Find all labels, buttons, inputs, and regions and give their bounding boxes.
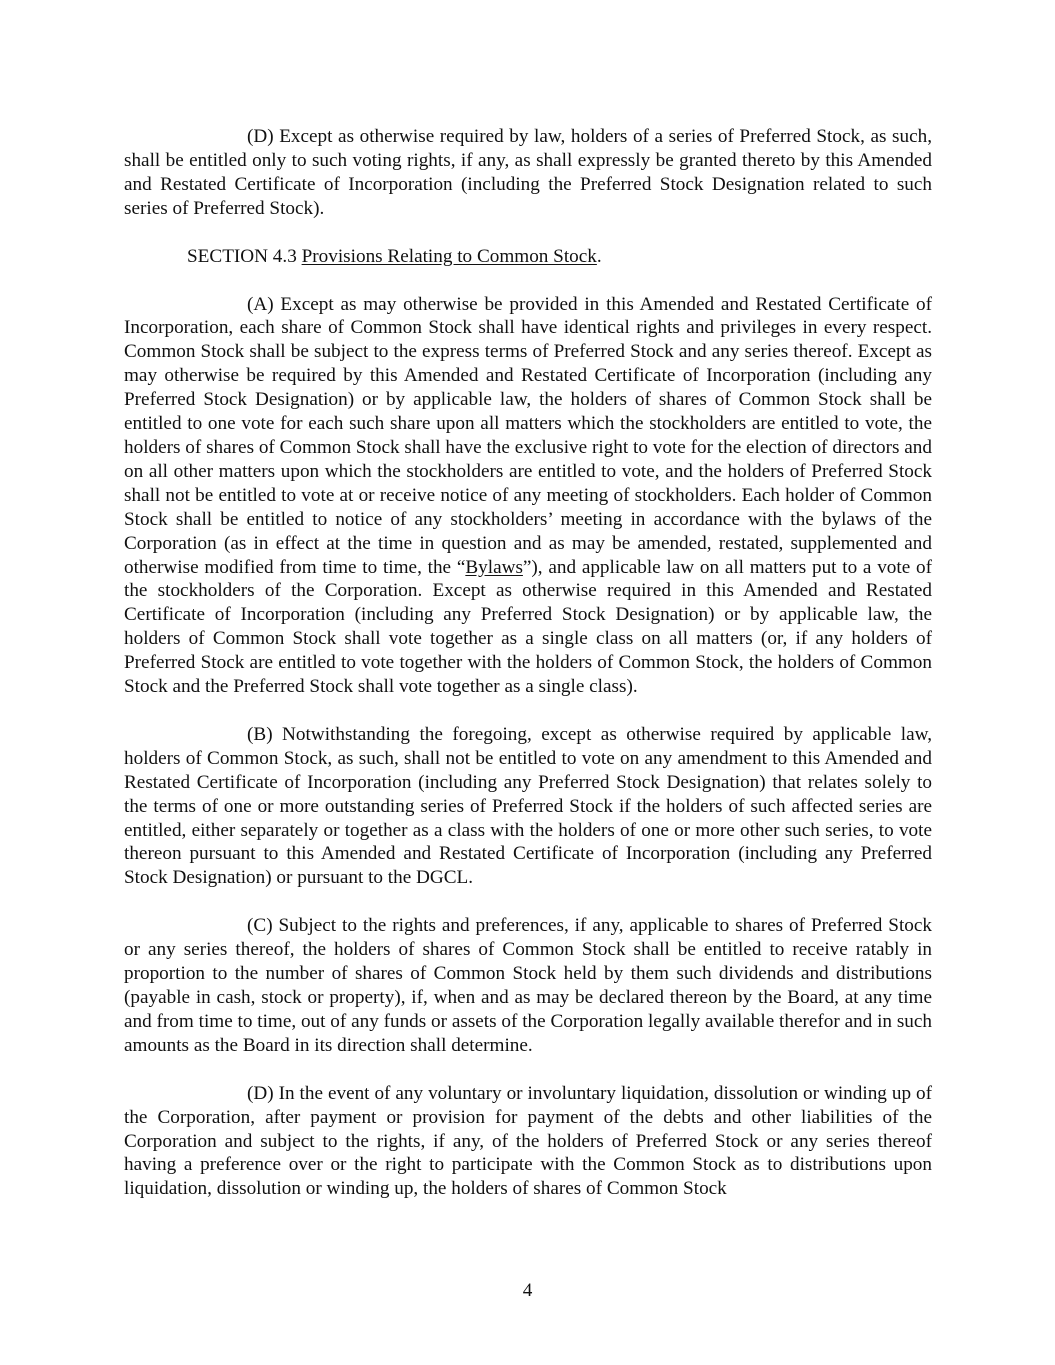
paragraph-a-text-start: (A) Except as may otherwise be provided in this Amended and Restated Certificate of Incorporation, each share of Common Stock shall have identical rights and privileges in every respect. Common Stock shall be subject to the express terms of Preferred Stock and any series thereof. Except as may otherwise be required by this Amended and Restated Certificate of Incorporation (including any Preferred Stock Designation) or by applicable law, the holders of shares of Common Stock shall be entitled to one vote for each such share upon all matters which the stockholders are entitled to vote, the holders of shares of Common Stock shall have the exclusive right to vote for the election of directors and on all other matters upon which the stockholders are entitled to vote, and the holders of Preferred Stock shall not be entitled to vote at or receive notice of any meeting of stockholders. Each holder of Common Stock shall be entitled to notice of any stockholders’ meeting in accordance with the bylaws of the Corporation (as in effect at the time in question and as may be amended, restated, supplemented and otherwise modified from time to time, the “: [124, 293, 932, 578]
paragraph-d-preferred-voting: (D) Except as otherwise required by law, holders of a series of Preferred Stock, as such, shall be entitled only to such voting rights, if any, as shall expressly be granted thereto by this Amended and Restated Certificate of Incorporation (including the Preferred Stock Designation related to such series of Preferred Stock).: [124, 126, 932, 219]
page-number: 4: [522, 1280, 533, 1301]
paragraph-c-dividends: (C) Subject to the rights and preferences, if any, applicable to shares of Preferred Stock or any series thereof, the holders of shares of Common Stock shall be entitled to receive ratably in proportion to the number of shares of Common Stock held by them such dividends and distributions (payable in cash, stock or property), if, when and as may be declared thereon by the Board, at any time and from time to time, out of any funds or assets of the Corporation legally available therefor and in such amounts as the Board in its direction shall determine.: [124, 915, 932, 1056]
section-title-period: .: [596, 245, 602, 267]
defined-term-bylaws: Bylaws: [465, 556, 523, 578]
paragraph-b-amendment-voting: (B) Notwithstanding the foregoing, except as otherwise required by applicable law, holders of Common Stock, as such, shall not be entitled to vote on any amendment to this Amended and Restated Certificate of Incorporation (including any Preferred Stock Designation) that relates solely to the terms of one or more outstanding series of Preferred Stock if the holders of such affected series are entitled, either separately or together as a class with the holders of one or more other such series, to vote thereon pursuant to this Amended and Restated Certificate of Incorporation (including any Preferred Stock Designation) or pursuant to the DGCL.: [124, 723, 932, 889]
paragraph-a-text-end: ”), and applicable law on all matters put to a vote of the stockholders of the Corporation. Except as otherwise required in this Amended and Restated Certificate of Incorporation (including any Preferred Stock Designation) or by applicable law, the holders of Common Stock shall vote together as a single class on all matters (or, if any holders of Preferred Stock are entitled to vote together with the holders of Common Stock, the holders of Common Stock and the Preferred Stock shall vote together as a single class).: [124, 556, 932, 698]
section-4-3-heading: [124, 245, 932, 269]
paragraph-d-liquidation: (D) In the event of any voluntary or involuntary liquidation, dissolution or winding up of the Corporation, after payment or provision for payment of the debts and other liabilities of the Corporation and subject to the rights, if any, of the holders of Preferred Stock or any series thereof having a preference over or the right to participate with the Common Stock as to distributions upon liquidation, dissolution or winding up, the holders of shares of Common Stock: [124, 1082, 932, 1200]
paragraph-a-common-stock: [124, 293, 932, 699]
document-page: [124, 125, 932, 1225]
section-number: SECTION 4.3: [187, 245, 297, 267]
section-title: Provisions Relating to Common Stock: [301, 245, 597, 267]
